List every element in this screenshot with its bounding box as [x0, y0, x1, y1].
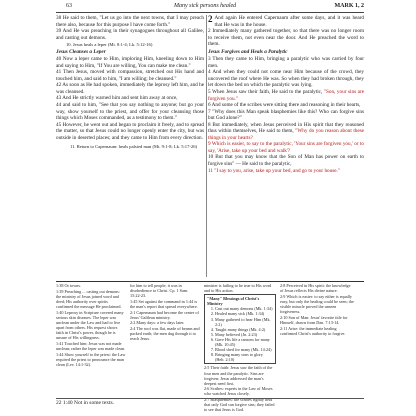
column-divider	[206, 15, 207, 277]
verse-41: 41 Then Jesus, moved with compassion, stretched out His hand and touched him, and said to him, "I am willing; be cleansed."	[56, 69, 204, 82]
study-note: 1:44 Show yourself to the priest: the Law required the priest to pronounce the man clean (Lev. 14:1-32).	[56, 351, 126, 367]
section-heading-2: Jesus Forgives and Heals a Paralytic	[208, 48, 288, 55]
verse-2: 2 Immediately many gathered together, so that there was no longer room to receive them, not even near the door. And He preached the word to them.	[208, 28, 364, 48]
box-title: "Many" Blessings of Christ's Ministry	[207, 296, 260, 307]
verse-44: 44 and said to him, "See that you say nothing to anyone; but go your way, show yourself to the priest, and offer for your cleansing those things which Moses commanded, as a testimony to them."	[56, 101, 204, 122]
box-item: 5. Many believed (Jn. 2:23)	[215, 332, 273, 337]
section-footnote: 11. Return to Capernaum: heals palsied man (Mt. 9:1-8; Lk. 5:17-26)	[70, 144, 198, 150]
box-item: 7. Blood shed for many (Mk. 14:24)	[215, 347, 273, 352]
notes-column-2	[130, 283, 200, 342]
header-rule	[56, 12, 364, 13]
verse-8: 8 But immediately, when Jesus perceived in His spirit that they reasoned thus within themselves, He said to them,	[208, 121, 364, 135]
words-of-jesus: "Why do you reason about these things in your hearts?	[208, 128, 364, 141]
running-title: Many sick persons healed	[174, 3, 237, 9]
verse-45: 45 However, he went out and began to proclaim it freely, and to spread the matter, so that Jesus could no longer openly enter the city, but was outside in deserted places; and they came to Him from every direction.	[56, 121, 204, 141]
verse-6: 6 And some of the scribes were sitting there and reasoning in their hearts,	[208, 102, 361, 109]
box-item: 4. Taught many things (Mk. 4:2)	[215, 327, 273, 332]
box-item: 2. Healed many sick (Mk. 1:34)	[215, 311, 273, 316]
study-note: 2:2 Many days: a few days later.	[130, 320, 185, 326]
chapter-reference: MARK 1, 2	[334, 3, 364, 9]
study-note: 2:5 Their faith: Jesus saw the faith of the four men and the paralytic. Sins are forgiven: Jesus addressed the man's deepest need first.	[204, 365, 273, 386]
box-item: 6. Gave His life a ransom for many (Mk. 10:45)	[215, 337, 273, 347]
verse-9: 9 Which is easier, to say to the paralytic, 'Your sins are forgiven you,' or to say, 'Arise, take up your bed and walk'?	[208, 141, 364, 154]
study-note: 2:1 Capernaum had become the center of Jesus' Galilean ministry.	[130, 309, 199, 320]
study-note: 1:45 Set against the command in 1:44 is the man's report that spread everywhere.	[130, 298, 198, 309]
verse-42: 42 As soon as He had spoken, immediately the leprosy left him, and he was cleansed.	[56, 82, 204, 95]
verse-10: 10 But that you may know that the Son of Man has power on earth to forgive sins" — He said to the paralytic,	[208, 154, 364, 168]
study-note: minister is failing to be true to His word and to His action.	[204, 283, 272, 294]
section-heading: Jesus Cleanses a Leper	[56, 48, 106, 55]
box-item: 8. Bringing many sons to glory (Heb. 2:10)	[215, 352, 273, 362]
study-note: 2:11 Arise: the immediate healing confirmed Christ's authority to forgive.	[280, 325, 346, 336]
footer-rule	[56, 398, 364, 399]
study-note: for him to tell people; it was in disobedience to Christ. Cp. 1 Sam. 15:22-23.	[130, 283, 189, 299]
text-column-left	[56, 15, 204, 150]
verse-39: 39 And He was preaching in their synagogues throughout all Galilee, and casting out demons.	[56, 28, 204, 41]
study-note: 1:38 Or towns.	[56, 283, 82, 288]
study-note: 2:7 Blasphemies: the scribes rightly held that only God can forgive sins; they failed to see that Jesus is God.	[204, 397, 275, 413]
verse-4: 4 And when they could not come near Him because of the crowd, they uncovered the roof where He was. So when they had broken through, they let down the bed on which the paralytic was lying.	[208, 69, 364, 89]
page-number: 63	[66, 3, 72, 9]
verse-38: 38 He said to them, "Let us go into the next towns, that I may preach there also, because for this purpose I have come forth."	[56, 15, 204, 28]
sidebar-box	[204, 294, 276, 364]
study-note: 2:8 Perceived in His spirit: the knowledge of Jesus reflects His divine nature.	[280, 283, 351, 294]
verse-3: 3 Then they came to Him, bringing a paralytic who was carried by four men.	[208, 56, 364, 69]
verse-7: 7 "Why does this Man speak blasphemies like this? Who can forgive sins but God alone?"	[208, 108, 364, 122]
text-column-right	[208, 15, 364, 174]
study-note: 1:40 Leprosy in Scripture covered many serious skin diseases. The leper was unclean under the Law and had to live apart from others. His request shows faith in Christ's power, though he is unsure of His willingness.	[56, 309, 124, 341]
notes-rule	[56, 281, 364, 282]
verse-43: 43 And He strictly warned him and sent him away at once,	[56, 95, 178, 102]
words-of-jesus: "Son, your sins are forgiven you."	[208, 89, 365, 102]
footer-note: 22 1:40 Not in some texts.	[56, 400, 115, 406]
box-list	[207, 306, 273, 362]
cross-reference-note: 10. Jesus heals a leper (Mt. 8:1-4; Lk. 5:12-16)	[66, 42, 153, 48]
study-note: 2:4 The roof was flat, made of beams and packed earth; the men dug through it to reach Jesus.	[130, 326, 200, 342]
study-note: 2:9 Which is easier: to say either is equally easy, but only the healing could be seen; the visible miracle proved the unseen forgiveness.	[280, 293, 354, 315]
notes-column-4	[280, 283, 354, 336]
box-item: 3. Many gathered to hear Him (Mk. 2:2)	[215, 317, 273, 327]
verse-1: And again He entered Capernaum after some days, and it was heard that He was in the house.	[214, 15, 364, 28]
notes-column-3	[204, 283, 276, 413]
box-item: 1. Cast out many demons (Mk. 1:34)	[215, 306, 273, 311]
study-note: 2:10 Son of Man: Jesus' favorite title for Himself, drawn from Dan. 7:13-14.	[280, 314, 348, 325]
study-note: 2:6 Scribes: experts in the Law of Moses who watched Jesus closely.	[204, 386, 273, 397]
chapter-number: 2	[208, 14, 213, 24]
study-note: 1:41 Touched him: Jesus was not made unclean; rather the leper was made clean.	[56, 340, 126, 351]
study-note: 1:39 Preaching ... casting out demons: the ministry of Jesus joined word and deed; His authority over spirits confirmed the message He proclaimed.	[56, 288, 122, 309]
verse-11: 11 "I say to you, arise, take up your bed, and go to your house."	[208, 167, 340, 174]
notes-column-1	[56, 283, 126, 367]
verse-5: 5 When Jesus saw their faith, He said to the paralytic,	[208, 89, 323, 96]
verse-40: 40 Now a leper came to Him, imploring Him, kneeling down to Him and saying to Him, "If You are willing, You can make me clean."	[56, 56, 204, 69]
